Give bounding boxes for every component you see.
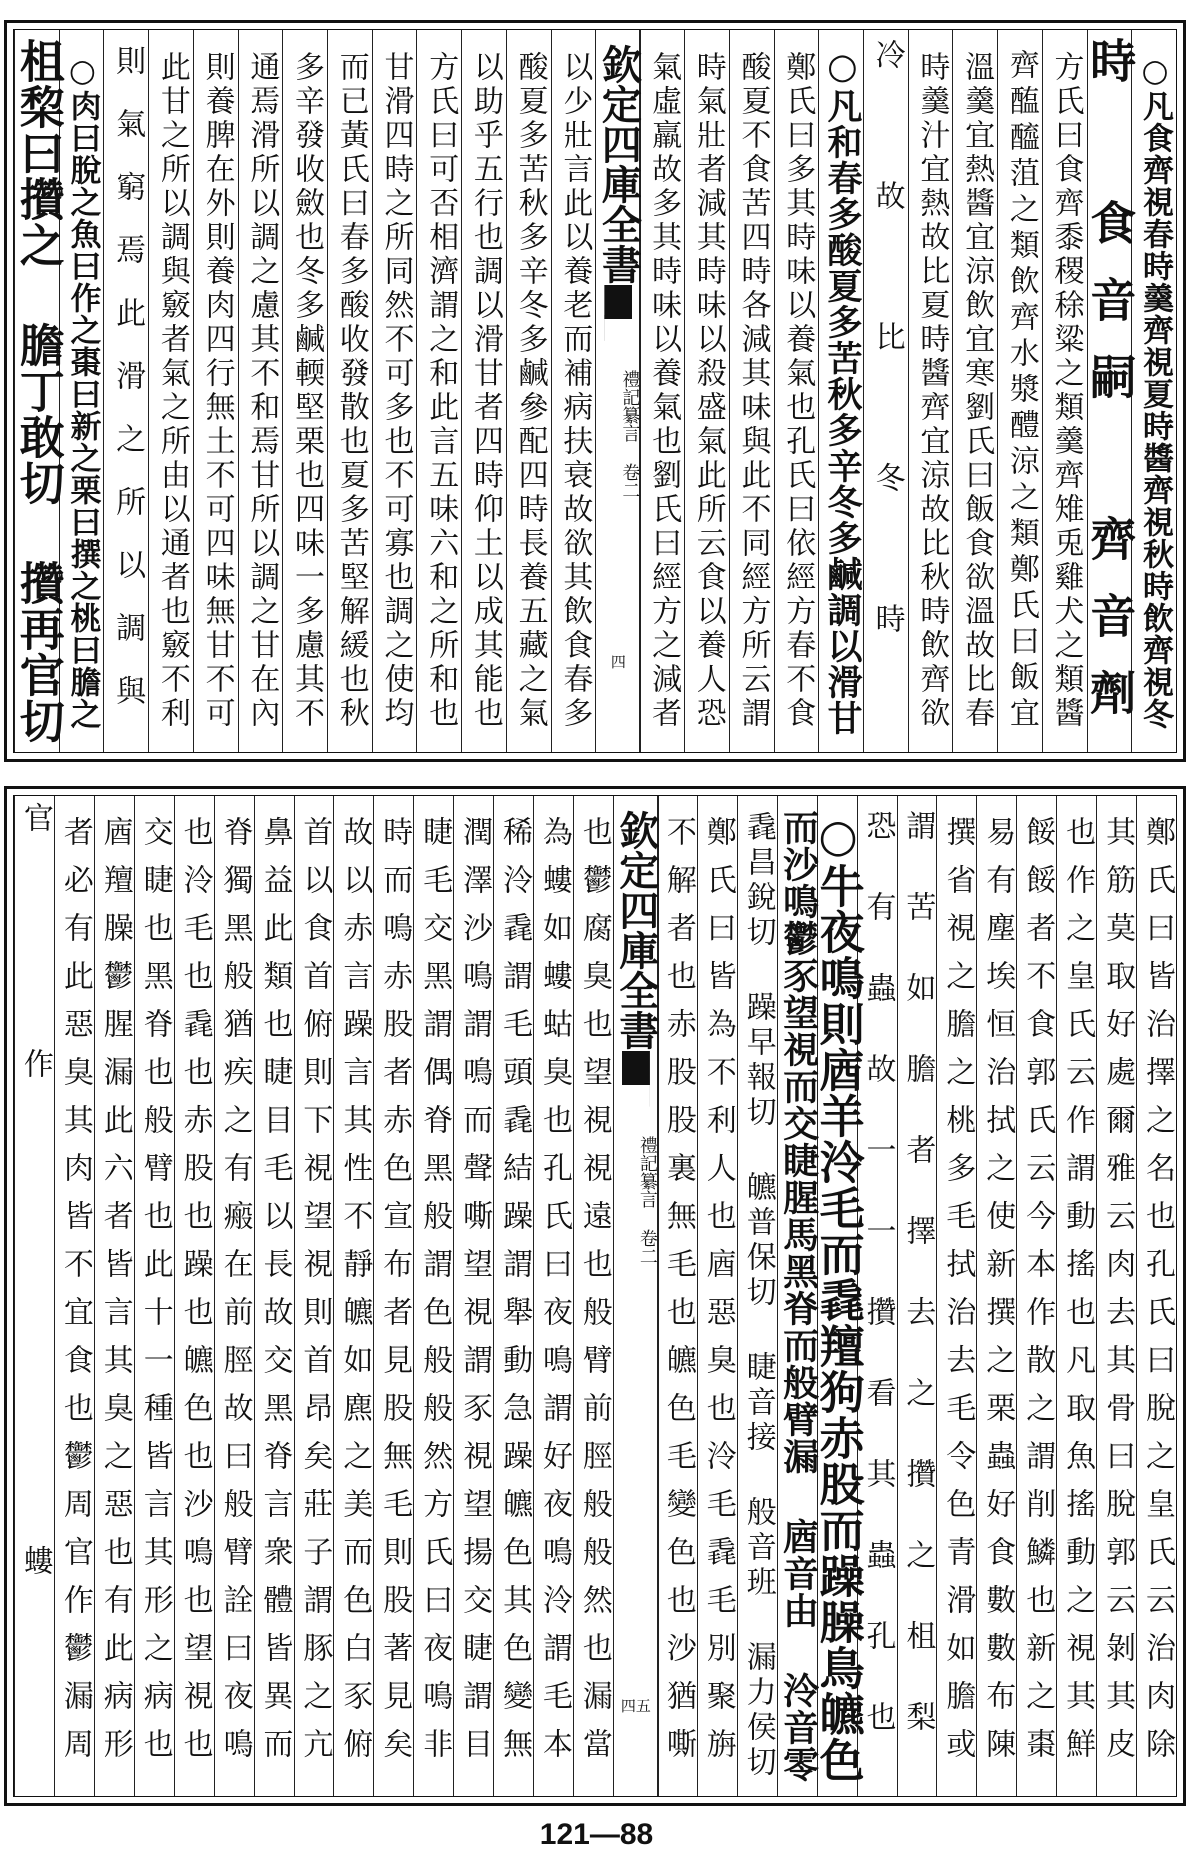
text-column: [573, 796, 614, 1796]
folio-number: 四: [610, 653, 626, 671]
page-number-footer: 121—88: [539, 1818, 654, 1851]
commentary-text: 毳昌銳切 躁早報切 皫普保切 睫音接 般音班 漏力侯切: [740, 811, 776, 1781]
text-column: [214, 796, 255, 1796]
commentary-text: 恐有蟲故一一攢看其蟲孔也: [860, 810, 896, 1782]
text-column: [908, 30, 954, 752]
commentary-text: 時而鳴赤股者赤色宣布者見股無毛則股著見矣: [377, 816, 413, 1776]
text-column: [863, 30, 909, 752]
commentary-text: 首以食首俯則下視望視則首昂矣莊子謂豚之亢: [297, 816, 333, 1776]
text-column: [936, 796, 977, 1796]
commentary-text: 者必有此惡臭其肉皆不宜食也鬱周官作鬱漏周: [57, 816, 93, 1776]
commentary-text: 撰省視之膽之桃多毛拭治去毛令色青滑如膽或: [940, 816, 976, 1776]
commentary-text: 也泠毛也毳也赤股也躁也皫色也沙鳴也望視也: [177, 816, 213, 1776]
commentary-text: 餒餒者不食郭氏云今本作散之謂削鱗也新之棗: [1020, 816, 1056, 1776]
text-column: [14, 796, 55, 1796]
text-column: [1056, 796, 1097, 1796]
commentary-text: 溫羹宜熱醬宜涼飲宜寒劉氏曰飯食欲溫故比春: [959, 51, 995, 731]
fish-tail-mark-lower: [604, 315, 632, 375]
commentary-text: 鄭氏曰皆為不利人也庮惡臭也泠毛毳毛別聚旃: [700, 816, 736, 1776]
text-column: [1042, 30, 1088, 752]
bottom-page-frame: [13, 795, 1177, 1797]
text-column: [238, 30, 284, 752]
commentary-text: 而已黃氏曰春多酸收發散也夏多苦堅解緩也秋: [333, 51, 369, 731]
commentary-text: 潤澤沙鳴謂鳴而聲嘶望視謂豕視望揚交睫謂目: [457, 816, 493, 1776]
text-column: [657, 796, 698, 1796]
commentary-text: 稀泠毳謂毛頭毳結躁謂舉動急躁皫色其色變無: [497, 816, 533, 1776]
text-column: [453, 796, 494, 1796]
text-column: [134, 796, 175, 1796]
commentary-text: 睫毛交黑謂偶脊黑般謂色般般然方氏曰夜鳴非: [417, 816, 453, 1776]
commentary-text: 氣虛羸故多其時味以養氣也劉氏曰經方之減者: [646, 51, 682, 731]
book-title: 欽定四庫全書: [595, 44, 643, 284]
text-column: [811, 796, 865, 1796]
text-column: [506, 30, 552, 752]
text-column: [533, 796, 574, 1796]
text-column: [737, 796, 778, 1796]
text-column: [551, 30, 597, 752]
text-column: [103, 30, 149, 752]
commentary-text: 酸夏多苦秋多辛冬多鹹參配四時長養五藏之氣: [512, 51, 548, 731]
commentary-text: 脊獨黑般猶疾之有瘢在前脛故曰般臂詮曰夜鳴: [217, 816, 253, 1776]
main-text: 而沙鳴鬱豕望視而交睫腥馬黑脊而般臂漏 庮音由 泠音零: [777, 809, 820, 1783]
text-column: [684, 30, 730, 752]
text-column: [774, 30, 820, 752]
commentary-text: 以助乎五行也調以滑甘者四時仰土以成其能也: [467, 51, 503, 731]
commentary-text: 以少壯言此以養老而補病扶衰故欲其飲食春多: [557, 51, 593, 731]
main-text: 時 食音嗣 齊音劑: [1083, 36, 1138, 746]
commentary-text: 易有塵埃恒治拭之使新撰之栗蟲好食數數布陳: [980, 816, 1016, 1776]
main-text: ○牛夜鳴則庮羊泠毛而毳羶狗赤股而躁臊鳥皫色: [811, 809, 865, 1783]
commentary-text: 謂苦如膽者擇去之攢之柤梨: [900, 810, 936, 1782]
text-column: [282, 30, 328, 752]
text-column: [11, 30, 65, 752]
text-column: [416, 30, 462, 752]
text-column: [493, 796, 534, 1796]
commentary-text: 則養脾在外則養肉四行無土不可四味無甘不可: [199, 51, 235, 731]
commentary-text: 不解者也赤股股裏無毛也皫色毛變色也沙猶嘶: [660, 816, 696, 1776]
text-column: [174, 796, 215, 1796]
text-column: [327, 30, 373, 752]
commentary-text: 交睫也黑脊也般臂也此十一種皆言其形之病也: [137, 816, 173, 1776]
text-column: [639, 30, 685, 752]
center-banner: [613, 796, 659, 1796]
book-title: 欽定四庫全書: [612, 810, 660, 1050]
text-column: [461, 30, 507, 752]
commentary-text: 則氣窮焉此滑之所以調與: [110, 44, 146, 738]
commentary-text: 時氣壯者減其時味以殺盛氣此所云食以養人恐: [690, 51, 726, 731]
commentary-text: 其筋莫取好處爾雅云肉去其骨曰脫郭云剝其皮: [1100, 816, 1136, 1776]
bottom-page: [4, 786, 1186, 1806]
fish-tail-mark-lower: [622, 1081, 650, 1141]
commentary-text: 庮羶臊鬱腥漏此六者皆言其臭之惡也有此病形: [97, 816, 133, 1776]
volume-label: 禮記纂言 卷二: [619, 370, 641, 499]
volume-label: 禮記纂言 卷二: [636, 1136, 658, 1265]
commentary-text: 方氏曰可否相濟謂之和此言五味六和之所和也: [423, 51, 459, 731]
commentary-text: 官作 螻: [17, 801, 53, 1791]
commentary-text: 多辛發收斂也冬多鹹輭堅栗也四味一多慮其不: [289, 51, 325, 731]
text-column: [1096, 796, 1137, 1796]
commentary-text: 為螻如螻蛄臭也孔氏曰夜鳴謂好夜鳴泠謂毛本: [536, 816, 572, 1776]
main-text: ○肉曰脫之魚曰作之棗曰新之栗曰撰之桃曰膽之: [64, 52, 101, 730]
text-column: [976, 796, 1017, 1796]
text-column: [94, 796, 135, 1796]
text-column: [59, 30, 105, 752]
text-column: [1083, 30, 1138, 752]
commentary-text: 時羹汁宜熱故比夏時醬齊宜涼故比秋時飲齊欲: [914, 51, 950, 731]
text-column: [294, 796, 335, 1796]
text-column: [1136, 796, 1177, 1796]
commentary-text: 鄭氏曰多其時味以養氣也孔氏曰依經方春不食: [780, 51, 816, 731]
main-text: ○凡食齊視春時羹齊視夏時醬齊視秋時飲齊視冬: [1136, 52, 1173, 730]
text-column: [54, 796, 95, 1796]
commentary-text: 通焉滑所以調之慮其不和焉甘所以調之甘在內: [244, 51, 280, 731]
text-column: [897, 796, 938, 1796]
commentary-text: 也鬱腐臭也望視視遠也般臂前脛般般然也漏當: [576, 816, 612, 1776]
text-column: [372, 30, 418, 752]
text-column: [333, 796, 374, 1796]
top-page-frame: [13, 29, 1177, 753]
text-column: [148, 30, 194, 752]
commentary-text: 齊醢醯菹之類飲齊水漿醴涼之類鄭氏曰飯宜: [1003, 49, 1039, 733]
text-column: [777, 796, 818, 1796]
commentary-text: 此甘之所以調與竅者氣之所由以通者也竅不利: [154, 51, 190, 731]
text-column: [373, 796, 414, 1796]
text-column: [193, 30, 239, 752]
text-column: [997, 30, 1043, 752]
main-text: 柤棃曰攢之 膽丁敢切 攢再官切: [11, 38, 65, 744]
commentary-text: 甘滑四時之所同然不可多也不可寡也調之使均: [378, 51, 414, 731]
text-column: [952, 30, 998, 752]
commentary-text: 酸夏不食苦四時各減其味與此不同經方所云謂: [735, 51, 771, 731]
commentary-text: 也作之皇氏云作謂動搖也凡取魚搖動之視其鮮: [1060, 816, 1096, 1776]
main-text: ○凡和春多酸夏多苦秋多辛冬多鹹調以滑甘: [821, 46, 863, 736]
commentary-text: 冷故比冬時: [869, 38, 905, 744]
text-column: [1131, 30, 1177, 752]
commentary-text: 方氏曰食齊黍稷稌粱之類羹齊雉兎雞犬之類醬: [1048, 51, 1084, 731]
text-column: [1016, 796, 1057, 1796]
text-column: [254, 796, 295, 1796]
text-column: [413, 796, 454, 1796]
text-column: [818, 30, 864, 752]
commentary-text: 鄭氏曰皆治擇之名也孔氏曰脫之皇氏云治肉除: [1139, 816, 1175, 1776]
folio-number: 四五: [620, 1697, 651, 1715]
text-column: [697, 796, 738, 1796]
center-banner: [595, 30, 641, 752]
top-page: [4, 20, 1186, 762]
commentary-text: 鼻益此類也睫目毛以長故交黑脊言衆體皆異而: [257, 816, 293, 1776]
text-column: [729, 30, 775, 752]
commentary-text: 故以赤言躁言其性不靜皫如麃之美而色白豕俯: [337, 816, 373, 1776]
